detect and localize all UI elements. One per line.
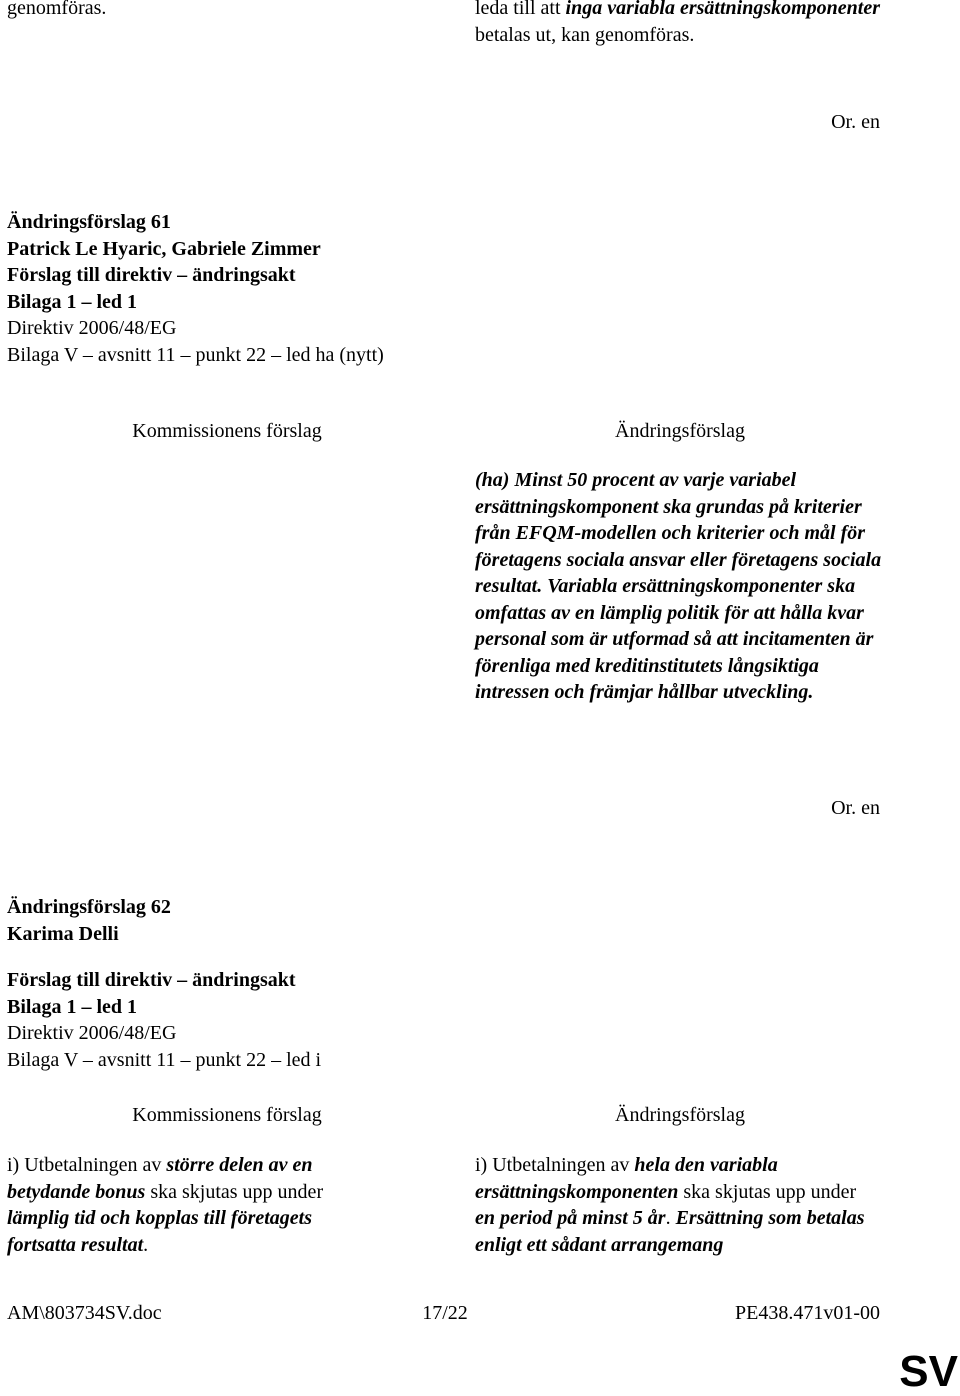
text-segment: i) Utbetalningen av	[7, 1154, 167, 1176]
emphasized-text: Ersättning som betalas enligt ett sådant arrangemang	[475, 1207, 865, 1256]
column-heading-commission: Kommissionens förslag	[132, 1104, 322, 1126]
original-language: Or. en	[831, 111, 880, 133]
emphasized-text: inga variabla ersättningskomponenter	[565, 0, 881, 19]
commission-text	[7, 1152, 377, 1258]
section-reference: Bilaga V – avsnitt 11 – punkt 22 – led i	[7, 1048, 322, 1071]
text-segment: .	[143, 1233, 149, 1256]
column-heading-amendment: Ändringsförslag	[615, 420, 745, 442]
carryover-left: genomföras.	[7, 0, 107, 19]
amendment-authors: Patrick Le Hyaric, Gabriele Zimmer	[7, 237, 321, 260]
text-segment: .	[665, 1207, 676, 1229]
text-segment: leda till att	[475, 0, 566, 19]
text-segment: betalas ut, kan genomföras.	[475, 23, 695, 46]
footer-page-number: 17/22	[422, 1302, 468, 1324]
proposal-type: Förslag till direktiv – ändringsakt	[7, 969, 296, 991]
language-code: SV	[899, 1347, 958, 1396]
emphasized-text: lämplig tid och kopplas till företagets fortsatta resultat	[7, 1207, 312, 1256]
emphasized-text: hela den variabla ersättningskomponenten	[475, 1154, 778, 1203]
amendment-62-header	[7, 894, 607, 1073]
directive-reference: Direktiv 2006/48/EG	[7, 1022, 177, 1044]
footer-document-id: AM\803734SV.doc	[7, 1302, 162, 1324]
directive-reference: Direktiv 2006/48/EG	[7, 317, 177, 339]
footer-pe-reference: PE438.471v01-00	[735, 1302, 880, 1324]
text-segment: ska skjutas upp under	[678, 1180, 857, 1203]
column-heading-amendment: Ändringsförslag	[615, 1104, 745, 1126]
amendment-authors: Karima Delli	[7, 922, 119, 945]
annex-reference: Bilaga 1 – led 1	[7, 290, 138, 313]
section-reference: Bilaga V – avsnitt 11 – punkt 22 – led ha (nytt)	[7, 343, 384, 366]
emphasized-text: en period på minst 5 år	[475, 1207, 666, 1229]
amendment-number: Ändringsförslag 61	[7, 211, 171, 233]
amendment-number: Ändringsförslag 62	[7, 896, 171, 918]
column-heading-commission: Kommissionens förslag	[132, 420, 322, 442]
text-segment: ska skjutas upp under	[145, 1180, 324, 1203]
annex-reference: Bilaga 1 – led 1	[7, 995, 138, 1018]
text-segment: i) Utbetalningen av	[475, 1154, 635, 1176]
emphasized-text: större delen av en betydande bonus	[7, 1154, 313, 1203]
proposal-type: Förslag till direktiv – ändringsakt	[7, 264, 296, 286]
amendment-61-header	[7, 209, 607, 368]
amendment-62-text	[475, 1152, 880, 1258]
amendment-61-text: (ha) Minst 50 procent av varje variabel ersättningskomponent ska grundas på kriterier från EFQM-modellen och kriterier och mål för företagens sociala ansvar eller företagens sociala resultat. Variabla ersättningskomponenter ska omfattas av en lämplig politik för att hålla kvar personal som är utformad så att incitamenten är förenliga med kreditinstitutets långsiktiga intressen och främjar hållbar utveckling.	[475, 469, 882, 703]
carryover-right	[475, 0, 895, 48]
original-language-bottom: Or. en	[831, 797, 880, 819]
